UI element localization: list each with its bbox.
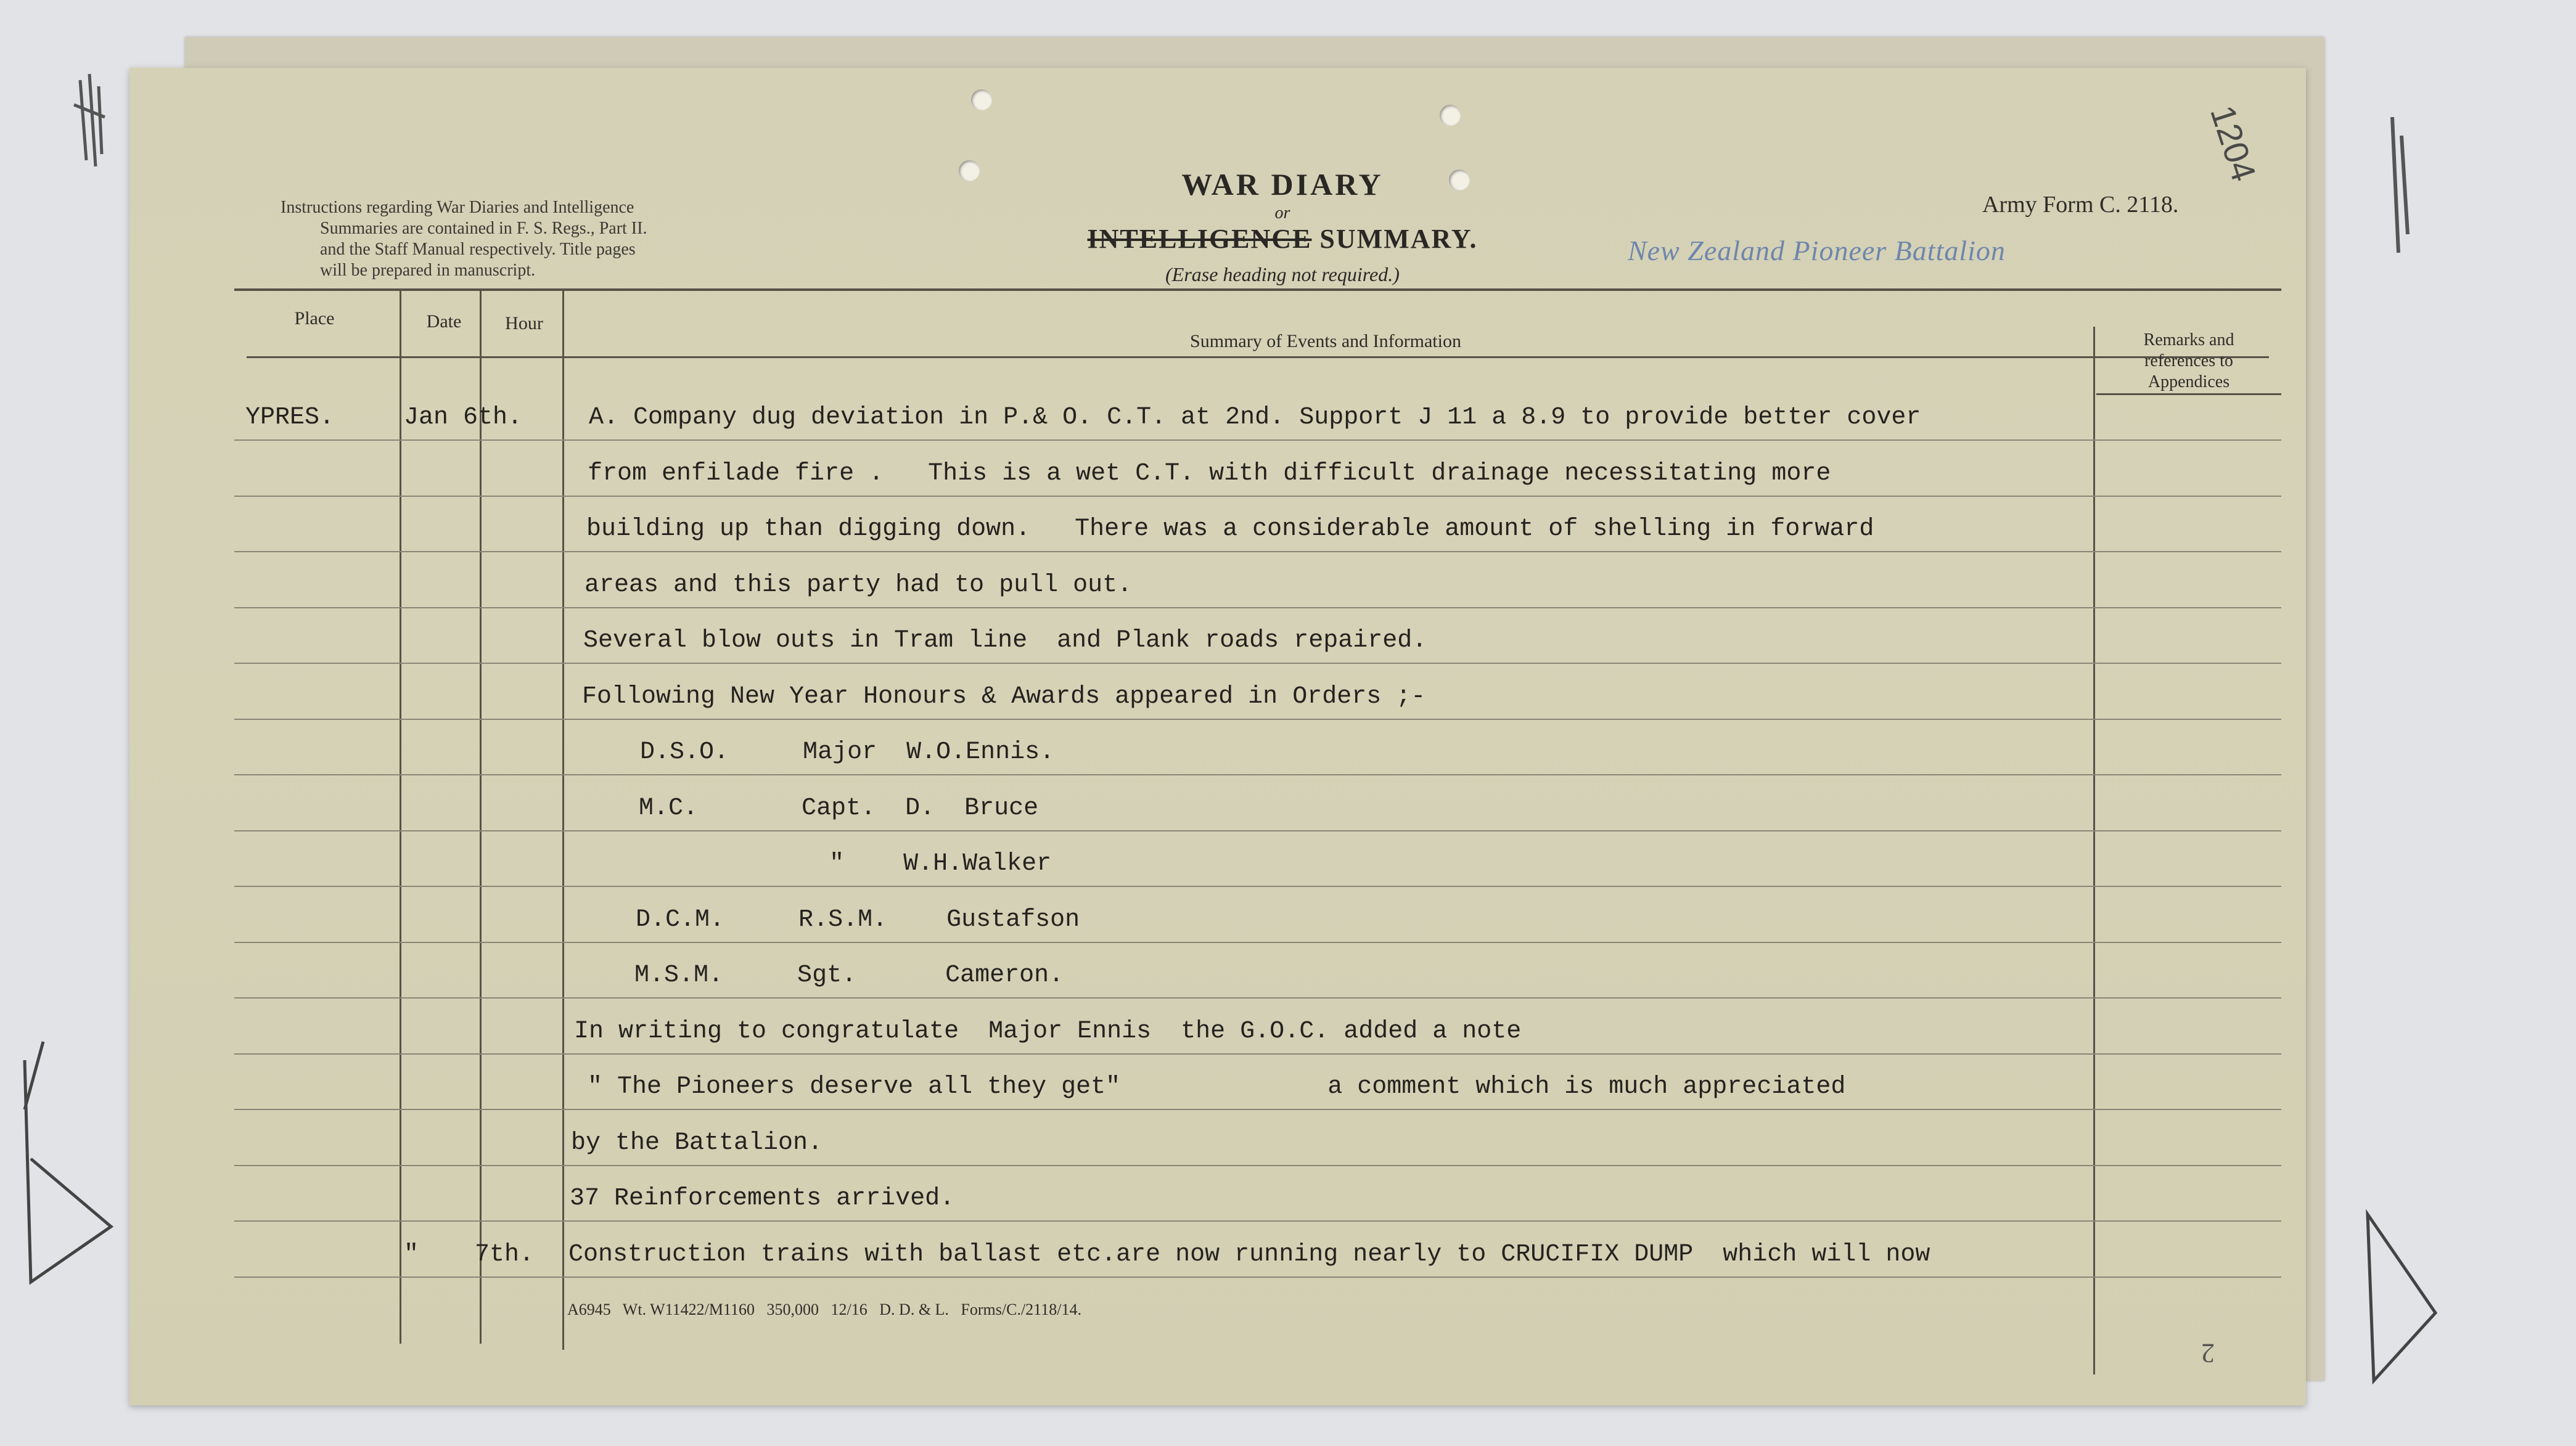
column-header-hour: Hour <box>505 313 543 333</box>
entry-text: " W.H.Walker <box>578 850 1052 878</box>
instructions-line: will be prepared in manuscript. <box>320 261 536 280</box>
remarks-line: Appendices <box>2147 372 2230 391</box>
entry-place: YPRES. <box>245 404 335 431</box>
form-title <box>1017 166 1548 286</box>
column-divider <box>562 290 564 1350</box>
entry-date: " <box>404 1241 419 1268</box>
entry-text: 37 Reinforcements arrived. <box>570 1185 955 1212</box>
column-header-date: Date <box>426 311 462 332</box>
column-header-remarks <box>2096 330 2281 393</box>
column-header-place: Place <box>294 308 335 329</box>
entry-text: building up than digging down. There was a considerable amount of shelling in forward <box>586 515 1874 543</box>
instructions-line: and the Staff Manual respectively. Title pages <box>320 240 636 259</box>
row-rule <box>234 496 2281 497</box>
pencil-triangle-icon <box>2355 1208 2448 1393</box>
header-rule <box>234 288 2281 291</box>
row-rule <box>234 1109 2281 1110</box>
row-rule <box>234 663 2281 664</box>
entry-text: M.S.M. Sgt. Cameron. <box>575 962 1064 989</box>
column-divider <box>480 290 482 1344</box>
row-rule <box>234 719 2281 720</box>
pencil-mark-icon <box>2380 111 2417 265</box>
title-struck-word: INTELLIGENCE <box>1087 224 1312 254</box>
column-divider <box>400 290 401 1344</box>
printer-imprint: A6945 Wt. W11422/M1160 350,000 12/16 D. D. & L. Forms/C./2118/14. <box>567 1301 1081 1318</box>
row-rule <box>234 439 2281 441</box>
row-rule <box>234 942 2281 943</box>
title-war-diary: WAR DIARY <box>1181 167 1384 202</box>
entry-text: A. Company dug deviation in P.& O. C.T. at 2nd. Support J 11 a 8.9 to provide better cover <box>589 404 1921 431</box>
row-rule <box>234 886 2281 887</box>
row-rule <box>234 774 2281 775</box>
row-rule <box>234 1276 2281 1278</box>
title-note: (Erase heading not required.) <box>1165 263 1400 285</box>
entry-text: In writing to congratulate Major Ennis the G.O.C. added a note <box>574 1018 1522 1045</box>
title-or: or <box>1274 203 1290 223</box>
pencil-arrow-left-icon <box>6 1035 123 1325</box>
instructions-line: Instructions regarding War Diaries and Intelligence <box>281 198 634 217</box>
entry-text: areas and this party had to pull out. <box>585 571 1133 599</box>
column-divider <box>2093 327 2095 1375</box>
entry-text: from enfilade fire . This is a wet C.T. with difficult drainage necessitating more <box>588 460 1831 488</box>
entry-text: " The Pioneers deserve all they get" a comment which is much appreciated <box>573 1073 1846 1101</box>
row-rule <box>234 997 2281 999</box>
entry-date: Jan 6th. <box>404 404 523 431</box>
row-rule <box>234 1165 2281 1166</box>
punch-hole <box>971 89 992 110</box>
column-header-summary: Summary of Events and Information <box>1190 331 1461 351</box>
remarks-line: references to <box>2144 351 2233 370</box>
row-rule <box>234 607 2281 608</box>
army-form-number: Army Form C. 2118. <box>1982 192 2179 218</box>
folio-number: 1204 <box>2203 100 2264 186</box>
title-intelligence-summary <box>1017 223 1548 255</box>
page-number: 2 <box>2201 1338 2215 1368</box>
entry-text: Several blow outs in Tram line and Plank roads repaired. <box>583 627 1427 655</box>
entry-hour: 7th. <box>475 1241 535 1268</box>
remarks-header-rule <box>2096 393 2281 395</box>
remarks-line: Remarks and <box>2143 330 2234 349</box>
unit-stamp: New Zealand Pioneer Battalion <box>1628 235 2006 266</box>
title-summary-word: SUMMARY. <box>1319 224 1478 254</box>
column-header-rule <box>247 356 2269 358</box>
punch-hole <box>959 160 980 181</box>
entry-text: by the Battalion. <box>571 1129 823 1157</box>
entry-text: Following New Year Honours & Awards appeared in Orders ;- <box>582 683 1426 711</box>
punch-hole <box>1440 105 1461 126</box>
instructions-line: Summaries are contained in F. S. Regs., Part II. <box>320 219 647 238</box>
instructions-block <box>281 197 712 281</box>
row-rule <box>234 1053 2281 1055</box>
entry-text: Construction trains with ballast etc.are now running nearly to CRUCIFIX DUMP which will now <box>568 1241 1930 1268</box>
entry-text: D.S.O. Major W.O.Ennis. <box>581 738 1055 766</box>
row-rule <box>234 830 2281 831</box>
entry-text: M.C. Capt. D. Bruce <box>580 794 1039 822</box>
pencil-scribble-icon <box>62 68 136 173</box>
row-rule <box>234 551 2281 552</box>
entry-text: D.C.M. R.S.M. Gustafson <box>576 906 1080 934</box>
row-rule <box>234 1220 2281 1222</box>
